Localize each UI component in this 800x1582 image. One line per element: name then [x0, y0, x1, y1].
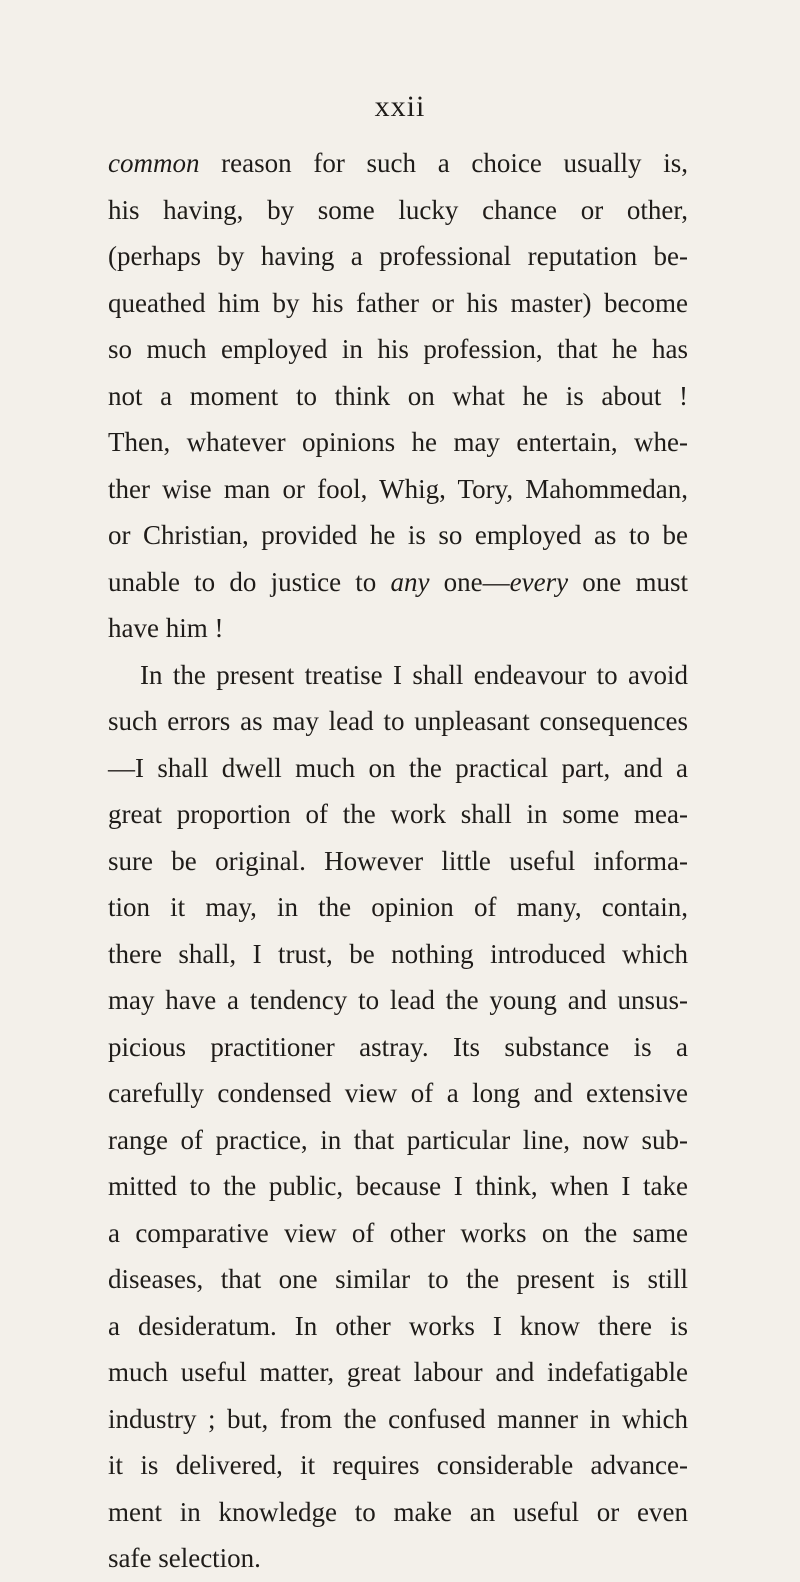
text-line: so much employed in his profession, that he has — [108, 334, 688, 364]
text-line: a desideratum. In other works I know there is — [108, 1310, 688, 1341]
text-line: queathed him by his father or his master) become — [108, 287, 688, 318]
page-number: xxii — [374, 90, 426, 123]
text-line: —I shall dwell much on the practical part, and a — [108, 752, 688, 783]
text-line: much useful matter, great labour and indefatigable — [108, 1357, 688, 1387]
body-text — [108, 140, 688, 1582]
text-line: carefully condensed view of a long and extensive — [108, 1078, 688, 1108]
text-line: a comparative view of other works on the same — [108, 1217, 688, 1248]
text-line: ment in knowledge to make an useful or even — [108, 1496, 688, 1527]
text-line: it is delivered, it requires considerable advance- — [108, 1450, 688, 1480]
text-line: his having, by some lucky chance or other, — [108, 194, 688, 225]
text-line: safe selection. — [108, 1543, 261, 1573]
text-line: have him ! — [108, 613, 224, 643]
text-line: great proportion of the work shall in some mea- — [108, 799, 688, 829]
text-line: not a moment to think on what he is about ! — [108, 380, 688, 411]
text-line: or Christian, provided he is so employed as to be — [108, 520, 688, 550]
text-line: Then, whatever opinions he may entertain, whe- — [108, 427, 688, 457]
paragraph-start-line: In the present treatise I shall endeavour to avoid — [140, 659, 688, 690]
text-line: (perhaps by having a professional reputation be- — [108, 241, 688, 271]
text-line: such errors as may lead to unpleasant consequences — [108, 706, 688, 736]
text-line: common reason for such a choice usually is, — [108, 148, 688, 178]
text-line: there shall, I trust, be nothing introduced which — [108, 938, 688, 969]
text-line: ther wise man or fool, Whig, Tory, Mahommedan, — [108, 473, 688, 504]
text-line: industry ; but, from the confused manner in which — [108, 1403, 688, 1434]
text-line: range of practice, in that particular line, now sub- — [108, 1124, 688, 1155]
text-line: unable to do justice to any one—every one must — [108, 566, 688, 597]
text-line: tion it may, in the opinion of many, contain, — [108, 892, 688, 922]
text-line: diseases, that one similar to the present is still — [108, 1264, 688, 1294]
text-line: picious practitioner astray. Its substance is a — [108, 1031, 688, 1062]
text-line: sure be original. However little useful informa- — [108, 845, 688, 876]
text-line: may have a tendency to lead the young and unsus- — [108, 985, 688, 1015]
text-line: mitted to the public, because I think, when I take — [108, 1171, 688, 1201]
